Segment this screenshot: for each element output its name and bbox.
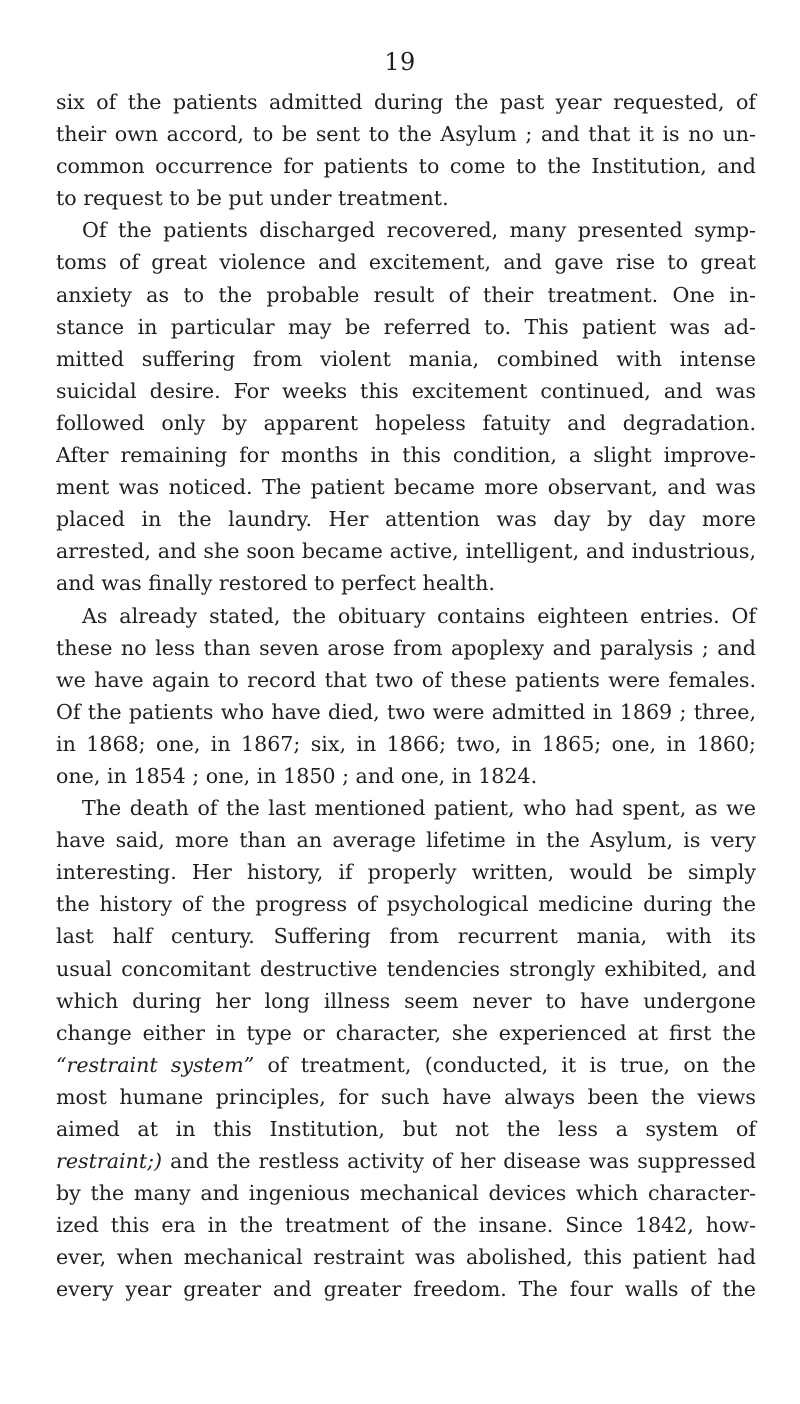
text-line: toms of great violence and excitement, and gave rise to great (56, 250, 756, 275)
text-line: their own accord, to be sent to the Asylum ; and that it is no un- (56, 122, 756, 147)
text-line: last half century. Suffering from recurrent mania, with its (56, 924, 756, 949)
paragraph-start-line: The death of the last mentioned patient, who had spent, as we (82, 796, 756, 821)
text-line: followed only by apparent hopeless fatuity and degradation. (56, 410, 756, 435)
text-line: one, in 1854 ; one, in 1850 ; and one, in 1824. (56, 763, 538, 788)
text-line: aimed at in this Institution, but not the less a system of (56, 1117, 756, 1141)
body-text (56, 86, 756, 1306)
text-line: common occurrence for patients to come to the Institution, and (56, 154, 756, 179)
text-line-with-italic (56, 1145, 756, 1177)
italic-phrase: “restraint system” (56, 1052, 255, 1077)
text-line: by the many and ingenious mechanical devices which character- (56, 1181, 756, 1206)
line-remainder: of treatment, (conducted, it is true, on the (254, 1052, 756, 1077)
paragraph-start-line: Of the patients discharged recovered, many presented symp- (82, 218, 756, 243)
text-line: usual concomitant destructive tendencies strongly exhibited, and (56, 956, 756, 981)
page-number: 19 (384, 48, 416, 76)
text-line-with-italic (56, 1049, 756, 1081)
text-line: the history of the progress of psychological medicine during the (56, 892, 756, 917)
italic-phrase: restraint;) (56, 1149, 163, 1174)
text-line: Of the patients who have died, two were admitted in 1869 ; three, (56, 699, 756, 724)
text-line: After remaining for months in this condition, a slight improve- (56, 443, 756, 468)
text-line: most humane principles, for such have always been the views (56, 1084, 756, 1109)
text-line: arrested, and she soon became active, intelligent, and industrious, (56, 539, 756, 564)
text-line: ized this era in the treatment of the insane. Since 1842, how- (56, 1213, 756, 1238)
text-line: ment was noticed. The patient became more observant, and was (56, 475, 756, 500)
paragraph-start-line: As already stated, the obituary contains eighteen entries. Of (82, 603, 756, 628)
text-line: to request to be put under treatment. (56, 186, 449, 211)
text-line: have said, more than an average lifetime in the Asylum, is very (56, 828, 756, 853)
text-line: which during her long illness seem never to have undergone (56, 988, 756, 1013)
text-line: suicidal desire. For weeks this excitement continued, and was (56, 378, 756, 403)
text-line: we have again to record that two of these patients were females. (56, 667, 756, 692)
text-line: and was finally restored to perfect health. (56, 571, 495, 596)
text-line: interesting. Her history, if properly written, would be simply (56, 860, 756, 885)
text-line: ever, when mechanical restraint was abolished, this patient had (56, 1245, 756, 1270)
text-line: mitted suffering from violent mania, combined with intense (56, 346, 756, 371)
text-line: every year greater and greater freedom. The four walls of the (56, 1277, 756, 1302)
text-line: anxiety as to the probable result of their treatment. One in- (56, 282, 756, 307)
line-remainder: and the restless activity of her disease was suppressed (162, 1149, 756, 1174)
text-line: stance in particular may be referred to. This patient was ad- (56, 314, 756, 339)
text-line: in 1868; one, in 1867; six, in 1866; two, in 1865; one, in 1860; (56, 731, 756, 756)
text-line: change either in type or character, she experienced at first the (56, 1020, 756, 1045)
text-line: six of the patients admitted during the past year requested, of (56, 90, 756, 114)
text-line: these no less than seven arose from apoplexy and paralysis ; and (56, 635, 756, 660)
text-line: placed in the laundry. Her attention was day by day more (56, 507, 756, 532)
